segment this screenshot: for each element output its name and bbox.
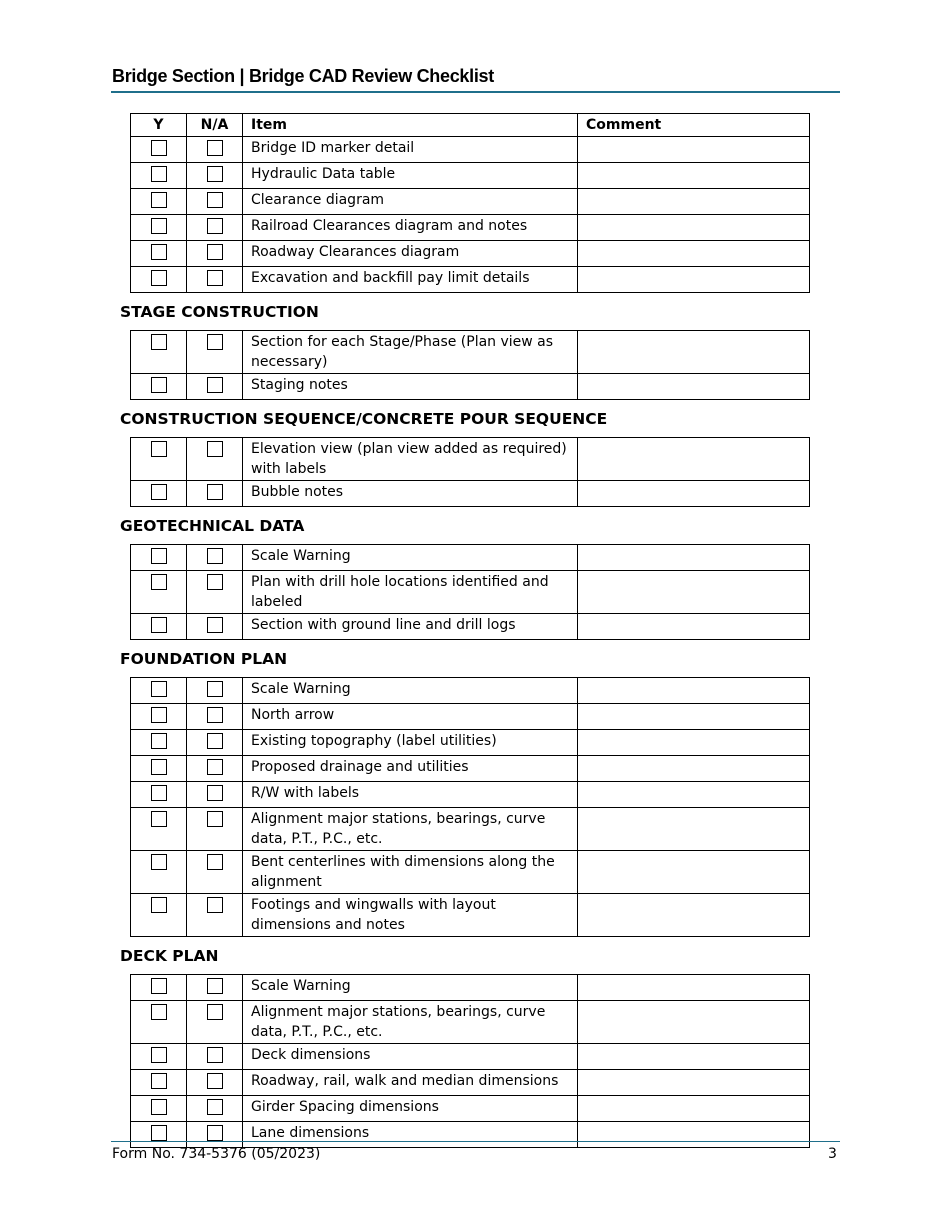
item-text: Lane dimensions: [243, 1122, 578, 1148]
comment-field[interactable]: [578, 163, 810, 189]
checklist-table-stage-construction: [130, 330, 810, 400]
yes-cell: [131, 189, 187, 215]
na-checkbox[interactable]: [207, 484, 223, 500]
na-checkbox[interactable]: [207, 441, 223, 457]
na-cell: [187, 481, 243, 507]
yes-cell: [131, 614, 187, 640]
table-row: [131, 374, 810, 400]
yes-checkbox[interactable]: [151, 707, 167, 723]
item-text: R/W with labels: [243, 782, 578, 808]
na-checkbox[interactable]: [207, 1047, 223, 1063]
yes-cell: [131, 1096, 187, 1122]
yes-cell: [131, 1122, 187, 1148]
yes-cell: [131, 331, 187, 374]
yes-checkbox[interactable]: [151, 1125, 167, 1141]
section-title-geotechnical-data: GEOTECHNICAL DATA: [120, 517, 305, 535]
na-cell: [187, 808, 243, 851]
item-text: Staging notes: [243, 374, 578, 400]
item-text: Excavation and backfill pay limit details: [243, 267, 578, 293]
section-title-construction-sequence: CONSTRUCTION SEQUENCE/CONCRETE POUR SEQUENCE: [120, 410, 608, 428]
item-text: Scale Warning: [243, 678, 578, 704]
na-cell: [187, 331, 243, 374]
column-header-y: Y: [131, 114, 187, 137]
item-text: Proposed drainage and utilities: [243, 756, 578, 782]
yes-checkbox[interactable]: [151, 1099, 167, 1115]
table-row: [131, 545, 810, 571]
na-cell: [187, 1044, 243, 1070]
comment-field[interactable]: [578, 782, 810, 808]
table-row: [131, 331, 810, 374]
na-cell: [187, 163, 243, 189]
item-text: Scale Warning: [243, 545, 578, 571]
column-header-item: Item: [243, 114, 578, 137]
na-cell: [187, 137, 243, 163]
checklist-table-deck-plan: [130, 974, 810, 1148]
item-text: Bubble notes: [243, 481, 578, 507]
na-checkbox[interactable]: [207, 759, 223, 775]
yes-cell: [131, 730, 187, 756]
yes-checkbox[interactable]: [151, 548, 167, 564]
yes-checkbox[interactable]: [151, 441, 167, 457]
comment-field[interactable]: [578, 267, 810, 293]
yes-checkbox[interactable]: [151, 166, 167, 182]
na-cell: [187, 545, 243, 571]
comment-field[interactable]: [578, 438, 810, 481]
na-checkbox[interactable]: [207, 1125, 223, 1141]
comment-field[interactable]: [578, 894, 810, 937]
yes-checkbox[interactable]: [151, 218, 167, 234]
checklist-content: [120, 113, 809, 1148]
na-cell: [187, 894, 243, 937]
na-checkbox[interactable]: [207, 1073, 223, 1089]
yes-cell: [131, 756, 187, 782]
yes-cell: [131, 438, 187, 481]
table-row: [131, 678, 810, 704]
yes-checkbox[interactable]: [151, 244, 167, 260]
table-row: [131, 137, 810, 163]
yes-cell: [131, 782, 187, 808]
comment-field[interactable]: [578, 545, 810, 571]
na-checkbox[interactable]: [207, 548, 223, 564]
header-divider: [111, 91, 840, 93]
yes-cell: [131, 975, 187, 1001]
na-cell: [187, 241, 243, 267]
na-cell: [187, 704, 243, 730]
na-checkbox[interactable]: [207, 1004, 223, 1020]
section-title-deck-plan: DECK PLAN: [120, 947, 219, 965]
comment-field[interactable]: [578, 374, 810, 400]
yes-checkbox[interactable]: [151, 811, 167, 827]
checklist-table-general: [130, 113, 810, 293]
na-cell: [187, 1122, 243, 1148]
na-cell: [187, 267, 243, 293]
yes-cell: [131, 894, 187, 937]
item-text: Alignment major stations, bearings, curve data, P.T., P.C., etc.: [243, 808, 578, 851]
na-cell: [187, 1070, 243, 1096]
na-cell: [187, 782, 243, 808]
yes-checkbox[interactable]: [151, 192, 167, 208]
table-row: [131, 438, 810, 481]
yes-cell: [131, 241, 187, 267]
na-checkbox[interactable]: [207, 811, 223, 827]
comment-field[interactable]: [578, 1096, 810, 1122]
na-checkbox[interactable]: [207, 377, 223, 393]
na-checkbox[interactable]: [207, 218, 223, 234]
yes-cell: [131, 678, 187, 704]
item-text: Section with ground line and drill logs: [243, 614, 578, 640]
yes-cell: [131, 137, 187, 163]
item-text: Elevation view (plan view added as required) with labels: [243, 438, 578, 481]
comment-field[interactable]: [578, 481, 810, 507]
table-row: [131, 215, 810, 241]
yes-checkbox[interactable]: [151, 759, 167, 775]
na-cell: [187, 189, 243, 215]
checklist-table-foundation-plan: [130, 677, 810, 937]
na-cell: [187, 1001, 243, 1044]
table-row: [131, 241, 810, 267]
na-cell: [187, 975, 243, 1001]
table-row: [131, 571, 810, 614]
item-text: Footings and wingwalls with layout dimensions and notes: [243, 894, 578, 937]
comment-field[interactable]: [578, 215, 810, 241]
table-header-row: [131, 114, 810, 137]
table-row: [131, 782, 810, 808]
table-row: [131, 1122, 810, 1148]
table-row: [131, 189, 810, 215]
item-text: Clearance diagram: [243, 189, 578, 215]
item-text: Section for each Stage/Phase (Plan view as necessary): [243, 331, 578, 374]
na-checkbox[interactable]: [207, 897, 223, 913]
item-text: North arrow: [243, 704, 578, 730]
table-row: [131, 851, 810, 894]
na-cell: [187, 730, 243, 756]
item-text: Girder Spacing dimensions: [243, 1096, 578, 1122]
na-checkbox[interactable]: [207, 978, 223, 994]
yes-cell: [131, 545, 187, 571]
section-title-stage-construction: STAGE CONSTRUCTION: [120, 303, 319, 321]
comment-field[interactable]: [578, 571, 810, 614]
na-checkbox[interactable]: [207, 854, 223, 870]
item-text: Railroad Clearances diagram and notes: [243, 215, 578, 241]
yes-cell: [131, 163, 187, 189]
item-text: Alignment major stations, bearings, curve data, P.T., P.C., etc.: [243, 1001, 578, 1044]
yes-checkbox[interactable]: [151, 733, 167, 749]
na-cell: [187, 374, 243, 400]
comment-field[interactable]: [578, 1070, 810, 1096]
column-header-na: N/A: [187, 114, 243, 137]
yes-checkbox[interactable]: [151, 1073, 167, 1089]
yes-checkbox[interactable]: [151, 377, 167, 393]
yes-checkbox[interactable]: [151, 574, 167, 590]
comment-field[interactable]: [578, 730, 810, 756]
comment-field[interactable]: [578, 614, 810, 640]
na-cell: [187, 614, 243, 640]
yes-checkbox[interactable]: [151, 334, 167, 350]
comment-field[interactable]: [578, 1044, 810, 1070]
footer-divider: [111, 1141, 840, 1142]
table-row: [131, 1070, 810, 1096]
yes-checkbox[interactable]: [151, 270, 167, 286]
na-checkbox[interactable]: [207, 1099, 223, 1115]
table-row: [131, 808, 810, 851]
table-row: [131, 163, 810, 189]
na-cell: [187, 678, 243, 704]
comment-field[interactable]: [578, 704, 810, 730]
na-checkbox[interactable]: [207, 681, 223, 697]
column-header-comment: Comment: [578, 114, 810, 137]
na-checkbox[interactable]: [207, 244, 223, 260]
table-row: [131, 1096, 810, 1122]
yes-cell: [131, 374, 187, 400]
comment-field[interactable]: [578, 241, 810, 267]
yes-checkbox[interactable]: [151, 1004, 167, 1020]
item-text: Scale Warning: [243, 975, 578, 1001]
checklist-table-geotechnical-data: [130, 544, 810, 640]
na-cell: [187, 215, 243, 241]
comment-field[interactable]: [578, 975, 810, 1001]
yes-cell: [131, 1001, 187, 1044]
na-checkbox[interactable]: [207, 707, 223, 723]
yes-cell: [131, 571, 187, 614]
yes-cell: [131, 215, 187, 241]
item-text: Roadway Clearances diagram: [243, 241, 578, 267]
table-row: [131, 894, 810, 937]
na-cell: [187, 438, 243, 481]
na-checkbox[interactable]: [207, 617, 223, 633]
item-text: Existing topography (label utilities): [243, 730, 578, 756]
yes-checkbox[interactable]: [151, 785, 167, 801]
comment-field[interactable]: [578, 137, 810, 163]
table-row: [131, 975, 810, 1001]
na-checkbox[interactable]: [207, 166, 223, 182]
na-cell: [187, 1096, 243, 1122]
na-checkbox[interactable]: [207, 334, 223, 350]
form-number: Form No. 734-5376 (05/2023): [112, 1146, 321, 1162]
yes-checkbox[interactable]: [151, 681, 167, 697]
na-checkbox[interactable]: [207, 785, 223, 801]
item-text: Bridge ID marker detail: [243, 137, 578, 163]
item-text: Bent centerlines with dimensions along the alignment: [243, 851, 578, 894]
checklist-table-construction-sequence: [130, 437, 810, 507]
comment-field[interactable]: [578, 851, 810, 894]
table-row: [131, 730, 810, 756]
yes-checkbox[interactable]: [151, 978, 167, 994]
page-title: Bridge Section | Bridge CAD Review Checklist: [112, 66, 494, 86]
comment-field[interactable]: [578, 808, 810, 851]
table-row: [131, 1044, 810, 1070]
yes-checkbox[interactable]: [151, 617, 167, 633]
yes-checkbox[interactable]: [151, 1047, 167, 1063]
na-checkbox[interactable]: [207, 140, 223, 156]
yes-checkbox[interactable]: [151, 854, 167, 870]
yes-checkbox[interactable]: [151, 140, 167, 156]
na-checkbox[interactable]: [207, 270, 223, 286]
table-row: [131, 614, 810, 640]
item-text: Plan with drill hole locations identified and labeled: [243, 571, 578, 614]
na-checkbox[interactable]: [207, 733, 223, 749]
na-cell: [187, 851, 243, 894]
yes-cell: [131, 704, 187, 730]
table-row: [131, 704, 810, 730]
yes-cell: [131, 851, 187, 894]
yes-cell: [131, 1070, 187, 1096]
table-row: [131, 267, 810, 293]
comment-field[interactable]: [578, 189, 810, 215]
na-checkbox[interactable]: [207, 574, 223, 590]
yes-checkbox[interactable]: [151, 484, 167, 500]
page-number: 3: [828, 1146, 837, 1162]
item-text: Roadway, rail, walk and median dimensions: [243, 1070, 578, 1096]
yes-cell: [131, 808, 187, 851]
table-row: [131, 1001, 810, 1044]
yes-cell: [131, 267, 187, 293]
item-text: Hydraulic Data table: [243, 163, 578, 189]
na-checkbox[interactable]: [207, 192, 223, 208]
na-cell: [187, 756, 243, 782]
section-title-foundation-plan: FOUNDATION PLAN: [120, 650, 288, 668]
yes-cell: [131, 481, 187, 507]
comment-field[interactable]: [578, 1001, 810, 1044]
comment-field[interactable]: [578, 678, 810, 704]
item-text: Deck dimensions: [243, 1044, 578, 1070]
table-row: [131, 756, 810, 782]
yes-cell: [131, 1044, 187, 1070]
comment-field[interactable]: [578, 331, 810, 374]
comment-field[interactable]: [578, 1122, 810, 1148]
yes-checkbox[interactable]: [151, 897, 167, 913]
na-cell: [187, 571, 243, 614]
comment-field[interactable]: [578, 756, 810, 782]
table-row: [131, 481, 810, 507]
